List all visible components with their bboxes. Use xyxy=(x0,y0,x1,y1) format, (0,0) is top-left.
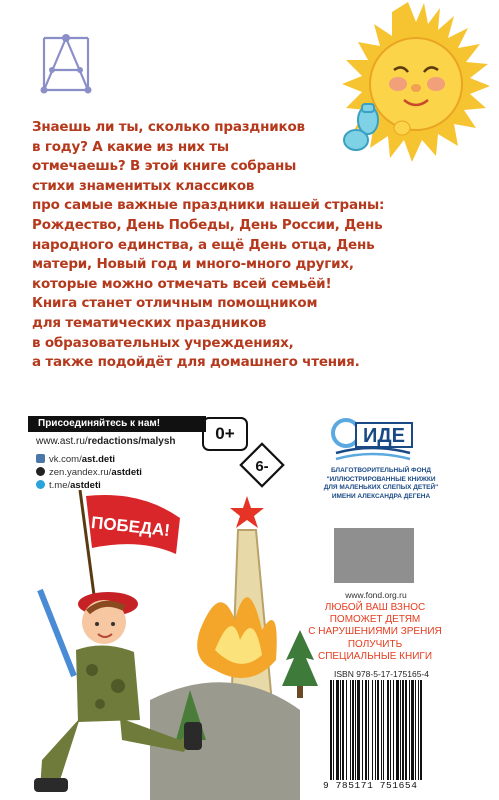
isbn-barcode xyxy=(328,680,454,780)
vk-icon xyxy=(36,454,45,463)
barcode-bar xyxy=(336,680,339,780)
charity-fund-logo xyxy=(326,415,418,465)
barcode-bar xyxy=(418,680,419,780)
barcode-bar xyxy=(346,680,347,780)
donation-appeal: ЛЮБОЙ ВАШ ВЗНОС ПОМОЖЕТ ДЕТЯМ С НАРУШЕНИЯМИ ЗРЕНИЯ ПОЛУЧИТЬ СПЕЦИАЛЬНЫЕ КНИГИ xyxy=(308,602,442,662)
barcode-bar xyxy=(409,680,410,780)
barcode-bar xyxy=(402,680,404,780)
braille-sample-box xyxy=(334,528,414,583)
publisher-url[interactable] xyxy=(36,436,176,447)
barcode-bar xyxy=(377,680,379,780)
barcode-bar xyxy=(365,680,367,780)
barcode-bar xyxy=(383,680,384,780)
social-zen-prefix: zen.yandex.ru/ xyxy=(49,467,112,478)
social-telegram-prefix: t.me/ xyxy=(49,480,71,491)
barcode-bar xyxy=(350,680,351,780)
telegram-icon xyxy=(36,480,45,489)
barcode-bar xyxy=(393,680,394,780)
publisher-url-path: redactions/malysh xyxy=(87,436,176,447)
age-sign-text: 6- xyxy=(255,458,269,475)
barcode-bar xyxy=(368,680,369,780)
barcode-bar xyxy=(355,680,356,780)
barcode-bar xyxy=(372,680,373,780)
barcode-bar xyxy=(381,680,382,780)
social-vk-prefix: vk.com/ xyxy=(49,454,82,465)
barcode-bar xyxy=(387,680,389,780)
social-telegram-handle: astdeti xyxy=(70,480,101,491)
charity-fund-name: БЛАГОТВОРИТЕЛЬНЫЙ ФОНД "ИЛЛЮСТРИРОВАННЫЕ КНИЖКИ ДЛЯ МАЛЕНЬКИХ СЛЕПЫХ ДЕТЕЙ" ИМЕНИ АЛЕКСАНДРА ДЕГЕНА xyxy=(323,467,439,500)
charity-fund-url[interactable]: www.fond.org.ru xyxy=(345,590,407,600)
barcode-bar xyxy=(411,680,414,780)
barcode-bar xyxy=(396,680,399,780)
social-vk-handle: ast.deti xyxy=(81,454,115,465)
tree-illustration xyxy=(280,630,320,700)
zen-icon xyxy=(36,467,45,476)
book-description: Знаешь ли ты, сколько праздников в году? А какие из них ты отмечаешь? В этой книге собраны стихи знаменитых классиков про самые важные праздники нашей страны: Рождество, День Победы, День России, День народного единства, а ещё День отца, День матери, Новый год и много-много других, которые можно отмечать всей семьёй! Книга станет отличным помощником для тематических праздников в образовательных учреждениях, а также подойдёт для домашнего чтения. xyxy=(32,119,385,371)
svg-text:ИДЕ: ИДЕ xyxy=(363,425,405,447)
barcode-bar xyxy=(400,680,401,780)
barcode-bar xyxy=(333,680,334,780)
publisher-url-prefix: www.ast.ru/ xyxy=(36,436,88,447)
publisher-logo xyxy=(36,32,96,94)
flag-text: ПОБЕДА! xyxy=(90,512,171,541)
isbn-label: ISBN 978-5-17-175165-4 xyxy=(334,669,429,679)
barcode-bar xyxy=(415,680,416,780)
barcode-bar xyxy=(330,680,332,780)
age-sign-badge xyxy=(238,441,286,489)
barcode-bar xyxy=(340,680,341,780)
social-link-zen[interactable] xyxy=(36,467,142,479)
victory-day-illustration xyxy=(0,490,300,800)
barcode-bar xyxy=(405,680,407,780)
barcode-bar xyxy=(420,680,422,780)
social-link-vk[interactable] xyxy=(36,454,115,466)
join-us-banner: Присоединяйтесь к нам! xyxy=(28,416,206,432)
barcode-bar xyxy=(357,680,360,780)
barcode-bar xyxy=(362,680,363,780)
barcode-bar xyxy=(352,680,354,780)
age-rating-badge: 0+ xyxy=(202,417,248,451)
barcode-bar xyxy=(342,680,344,780)
barcode-bar xyxy=(390,680,391,780)
barcode-bar xyxy=(375,680,376,780)
barcode-digits: 9 785171 751654 xyxy=(323,780,418,791)
social-zen-handle: astdeti xyxy=(111,467,142,478)
